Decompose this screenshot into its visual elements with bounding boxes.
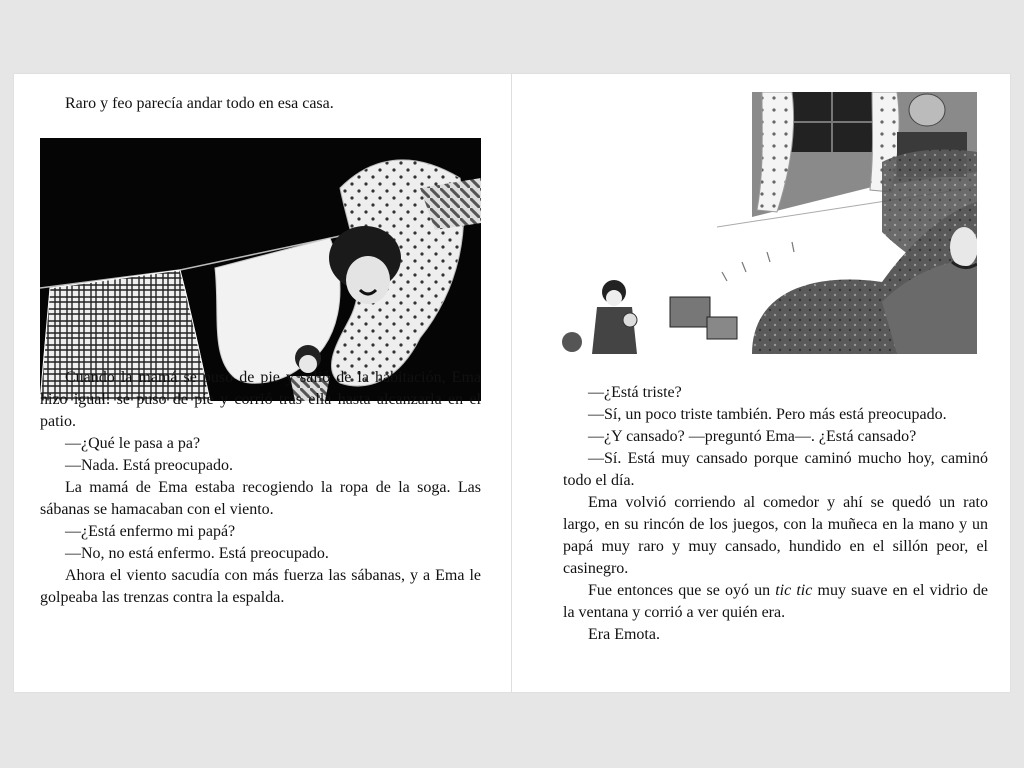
- right-text-block: [563, 382, 988, 646]
- left-top-line: Raro y feo parecía andar todo en esa casa.: [65, 95, 334, 112]
- paragraph: Cuando la mamá se puso de pie y salió de la habitación, Ema hizo igual: se puso de pie y corrió tras ella hasta alcanzarla en el patio.: [40, 369, 481, 430]
- dialogue-line: —Sí. Está muy cansado porque caminó mucho hoy, caminó todo el día.: [563, 450, 988, 489]
- paragraph: La mamá de Ema estaba recogiendo la ropa de la soga. Las sábanas se hamacaban con el viento.: [40, 479, 481, 518]
- dialogue-line: —¿Está enfermo mi papá?: [65, 523, 236, 540]
- paragraph-text: muy suave en el vidrio de la ventana y corrió a ver quién era.: [563, 582, 989, 621]
- final-line: Era Emota.: [588, 626, 660, 643]
- right-page: [512, 74, 1009, 692]
- dialogue-line: —¿Está triste?: [588, 384, 682, 401]
- dialogue-line: —Nada. Está preocupado.: [65, 457, 233, 474]
- paragraph: Ema volvió corriendo al comedor y ahí se quedó un rato largo, en su rincón de los juegos, con la muñeca en la mano y un papá muy raro y muy cansado, hundido en el sillón peor, el casinegro.: [563, 494, 988, 577]
- illustration-clothesline: [40, 138, 481, 401]
- dialogue-line: —¿Y cansado? —preguntó Ema—. ¿Está cansado?: [588, 428, 917, 445]
- dialogue-line: —¿Qué le pasa a pa?: [65, 435, 201, 452]
- illustration-living-room: [552, 92, 977, 354]
- dialogue-line: —No, no está enfermo. Está preocupado.: [65, 545, 329, 562]
- paragraph: [563, 580, 988, 624]
- paragraph: Ahora el viento sacudía con más fuerza las sábanas, y a Ema le golpeaba las trenzas contra la espalda.: [40, 567, 481, 606]
- dialogue-line: —Sí, un poco triste también. Pero más está preocupado.: [588, 406, 947, 423]
- left-text-block: [40, 367, 481, 609]
- onomatopoeia: tic tic: [775, 582, 813, 599]
- paragraph-text: Fue entonces que se oyó un: [588, 582, 776, 599]
- left-page: [14, 74, 511, 692]
- book-spread: [14, 74, 1010, 692]
